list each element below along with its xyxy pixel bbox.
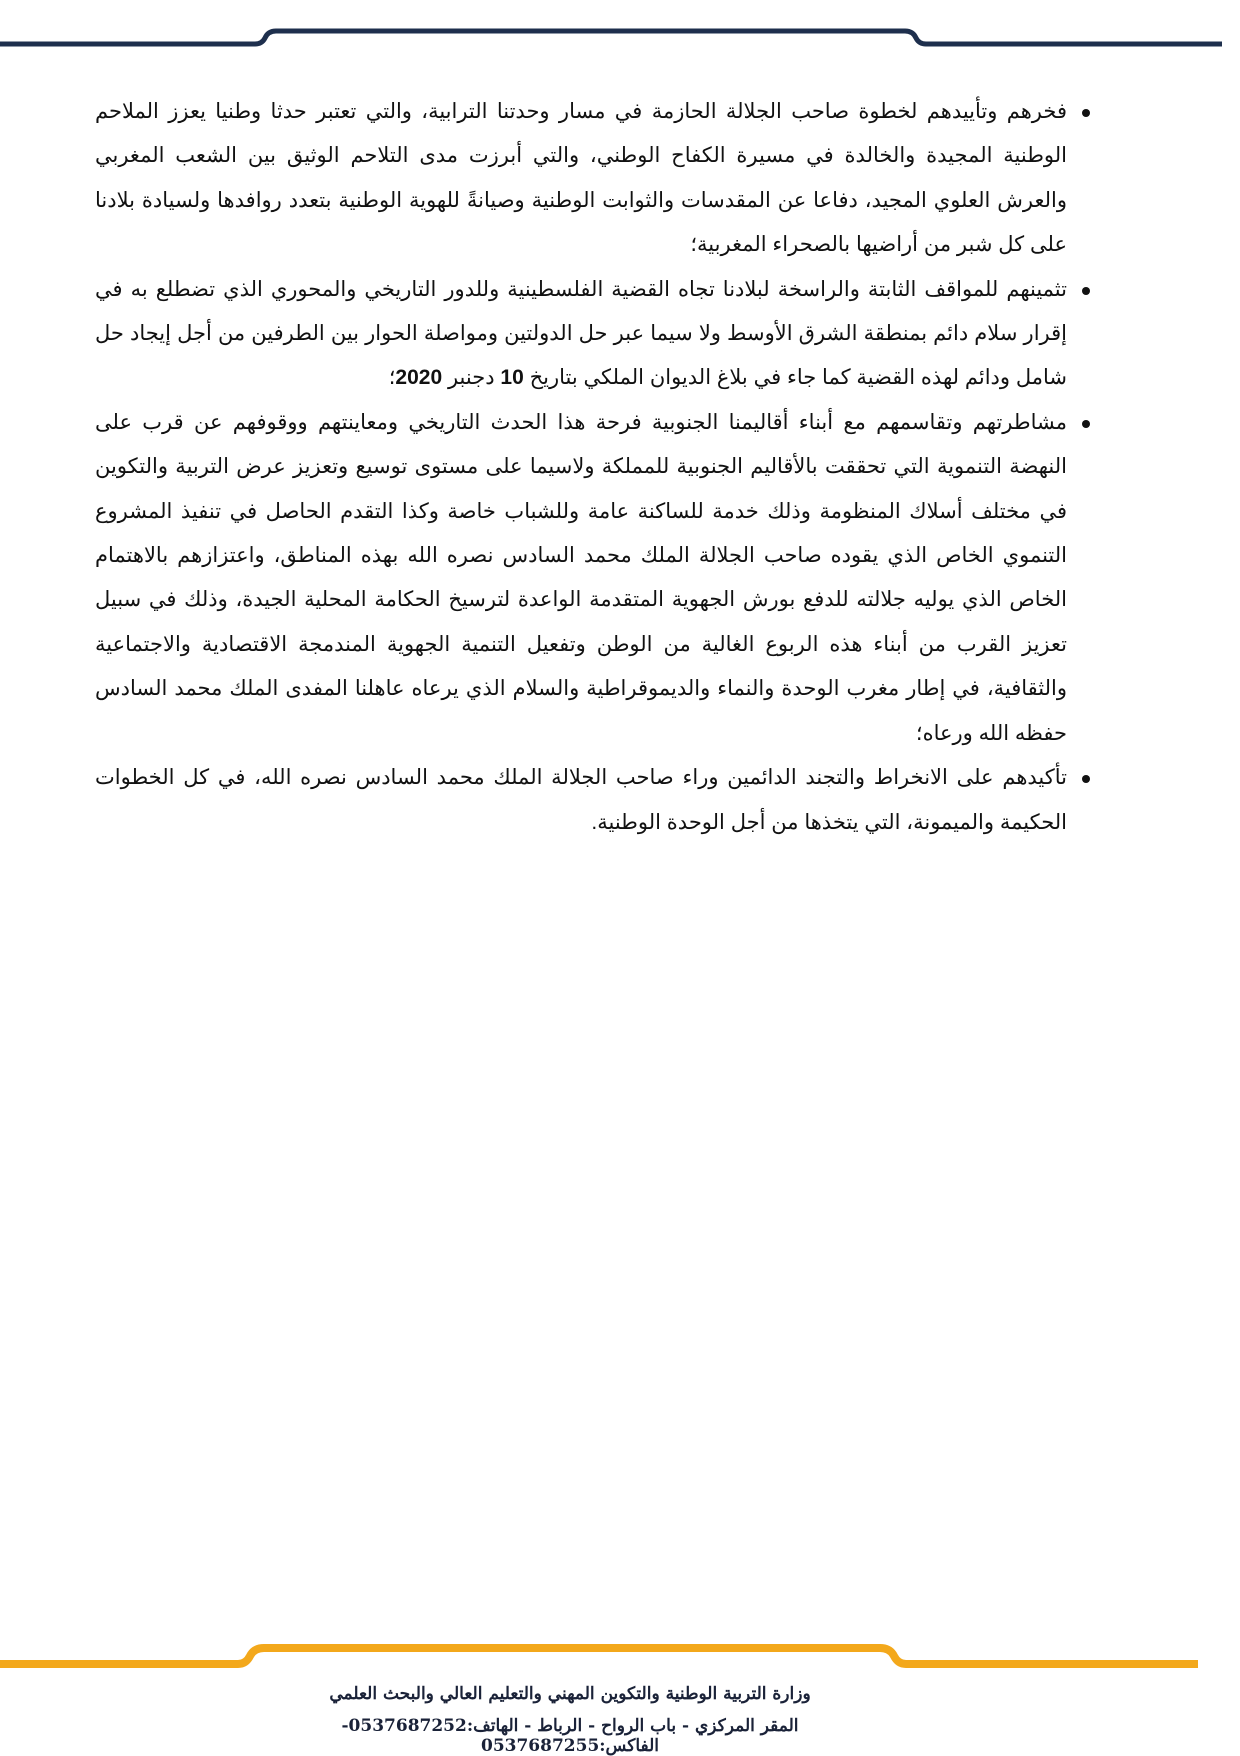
bullet-icon: [1082, 775, 1090, 783]
footer-decorative-line: [0, 1640, 1240, 1690]
date-month: دجنبر: [442, 366, 501, 390]
bullet-icon: [1082, 420, 1090, 428]
bullet-text: مشاطرتهم وتقاسمهم مع أبناء أقاليمنا الجنوبية فرحة هذا الحدث التاريخي ومعاينتهم ووقوفهم عن قرب على النهضة التنموية التي تحققت بالأقاليم الجنوبية للمملكة ولاسيما على مستوى توسيع وتعزيز عرض التربية والتكوين في مختلف أسلاك المنظومة وذلك خدمة للساكنة عامة وللشباب خاصة وكذا التقدم الحاصل في تنفيذ المشروع التنموي الخاص الذي يقوده صاحب الجلالة الملك محمد السادس نصره الله بهذه المناطق، واعتزازهم بالاهتمام الخاص الذي يوليه جلالته للدفع بورش الجهوية المتقدمة الواعدة لترسيخ الحكامة المحلية الجيدة، وذلك في سبيل تعزيز القرب من أبناء هذه الربوع الغالية من الوطن وتفعيل التنمية الجهوية المندمجة الاقتصادية والاجتماعية والثقافية، في إطار مغرب الوحدة والنماء والديموقراطية والسلام الذي يرعاه عاهلنا المفدى الملك محمد السادس حفظه الله ورعاه؛: [95, 410, 1067, 745]
bullet-end-punct: ؛: [388, 366, 396, 390]
footer-ministry-name: وزارة التربية الوطنية والتكوين المهني والتعليم العالي والبحث العلمي: [329, 1684, 811, 1704]
bullet-item: [95, 90, 1090, 268]
date-day: 10: [500, 366, 524, 390]
bullet-text: فخرهم وتأييدهم لخطوة صاحب الجلالة الحازمة في مسار وحدتنا الترابية، والتي تعتبر حدثا وطنيا يعزز الملاحم الوطنية المجيدة والخالدة في مسيرة الكفاح الوطني، والتي أبرزت مدى التلاحم الوثيق بين الشعب المغربي والعرش العلوي المجيد، دفاعا عن المقدسات والثوابت الوطنية وصيانةً للهوية الوطنية بتعدد روافدها ولسيادة بلادنا على كل شبر من أراضيها بالصحراء المغربية؛: [95, 100, 1067, 257]
bullet-list: [95, 90, 1090, 845]
document-body: [95, 90, 1090, 845]
bullet-item: [95, 756, 1090, 845]
bullet-text: تأكيدهم على الانخراط والتجند الدائمين وراء صاحب الجلالة الملك محمد السادس نصره الله، في كل الخطوات الحكيمة والميمونة، التي يتخذها من أجل الوحدة الوطنية.: [95, 766, 1067, 834]
footer-address: المقر المركزي - باب الرواح - الرباط - الهاتف:0537687252- الفاكس:0537687255: [341, 1716, 799, 1756]
header-decorative-line: [0, 0, 1240, 70]
bullet-text: تثمينهم للمواقف الثابتة والراسخة لبلادنا تجاه القضية الفلسطينية وللدور التاريخي والمحوري الذي تضطلع به في إقرار سلام دائم بمنطقة الشرق الأوسط ولا سيما عبر حل الدولتين ومواصلة الحوار بين الطرفين من أجل إيجاد حل شامل ودائم لهذه القضية كما جاء في بلاغ الديوان الملكي بتاريخ: [95, 277, 1067, 390]
date-year: 2020: [395, 366, 443, 390]
bullet-item: [95, 268, 1090, 401]
bullet-icon: [1082, 109, 1090, 117]
bullet-item: [95, 401, 1090, 756]
bullet-icon: [1082, 287, 1090, 295]
